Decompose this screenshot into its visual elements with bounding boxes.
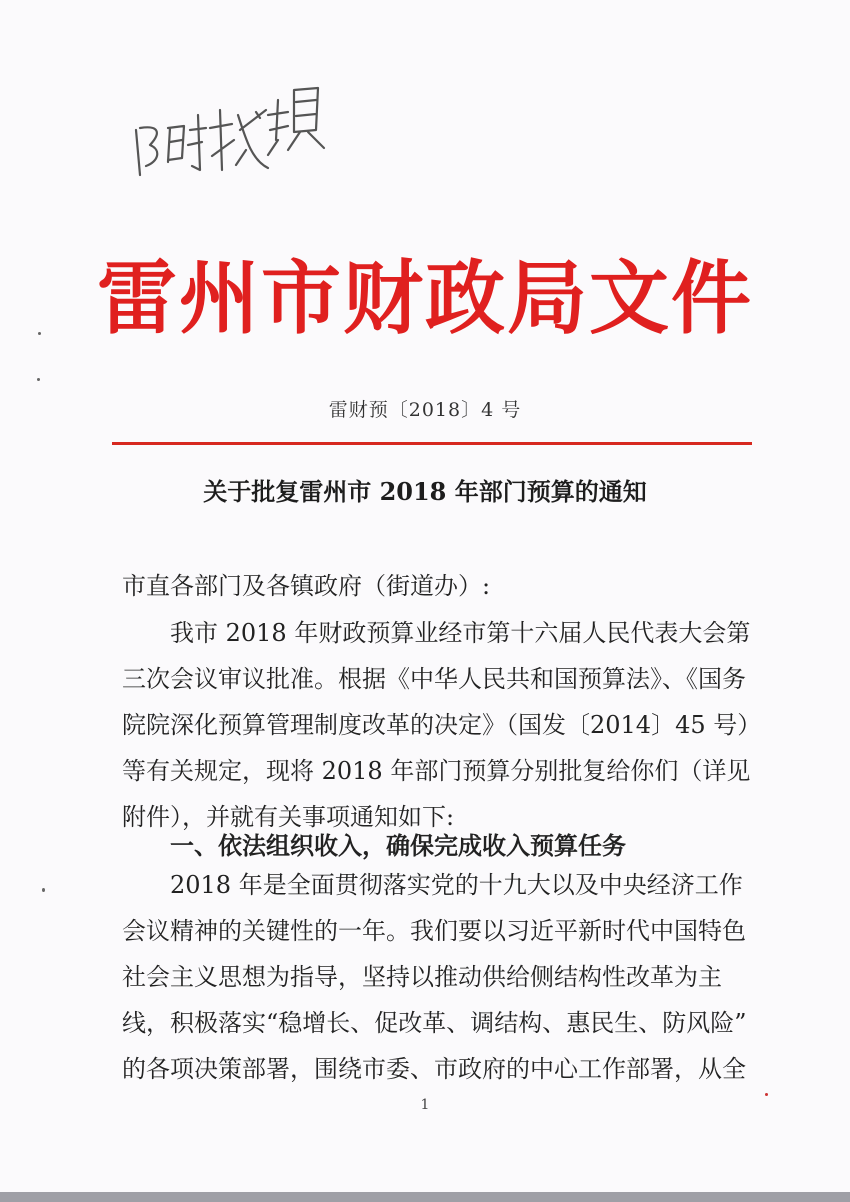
text-line: 等有关规定，现将 2018 年部门预算分别批复给你们（详见 <box>122 757 751 785</box>
document-number: 雷财预〔2018〕4 号 <box>328 399 522 421</box>
text-line: 附件），并就有关事项通知如下: <box>122 803 455 831</box>
scan-bottom-edge <box>0 1192 850 1202</box>
handwritten-note-signature <box>128 70 328 190</box>
section-heading-1: 一、依法组织收入，确保完成收入预算任务 <box>170 831 626 860</box>
text-line: 会议精神的关键性的一年。我们要以习近平新时代中国特色 <box>122 917 746 945</box>
notice-subject: 关于批复雷州市 2018 年部门预算的通知 <box>203 477 647 506</box>
paragraph-section-1 <box>122 862 747 1092</box>
header-divider <box>112 442 752 445</box>
text-line: 社会主义思想为指导，坚持以推动供给侧结构性改革为主 <box>122 963 722 991</box>
text-line: 的各项决策部署，围绕市委、市政府的中心工作部署，从全 <box>122 1055 746 1083</box>
text-line: 院院深化预算管理制度改革的决定》（国发〔2014〕45 号） <box>122 711 762 739</box>
document-header-title: 雷州市财政局文件 <box>97 251 753 345</box>
page-number: 1 <box>420 1097 430 1113</box>
text-line: 我市 2018 年财政预算业经市第十六届人民代表大会第 <box>122 619 751 647</box>
text-line: 三次会议审议批准。根据《中华人民共和国预算法》、《国务 <box>122 665 746 693</box>
addressee-line: 市直各部门及各镇政府（街道办）: <box>122 572 491 600</box>
text-line: 2018 年是全面贯彻落实党的十九大以及中央经济工作 <box>122 871 743 899</box>
paragraph-intro <box>122 610 762 840</box>
text-line: 线，积极落实“稳增长、促改革、调结构、惠民生、防风险” <box>122 1009 747 1037</box>
